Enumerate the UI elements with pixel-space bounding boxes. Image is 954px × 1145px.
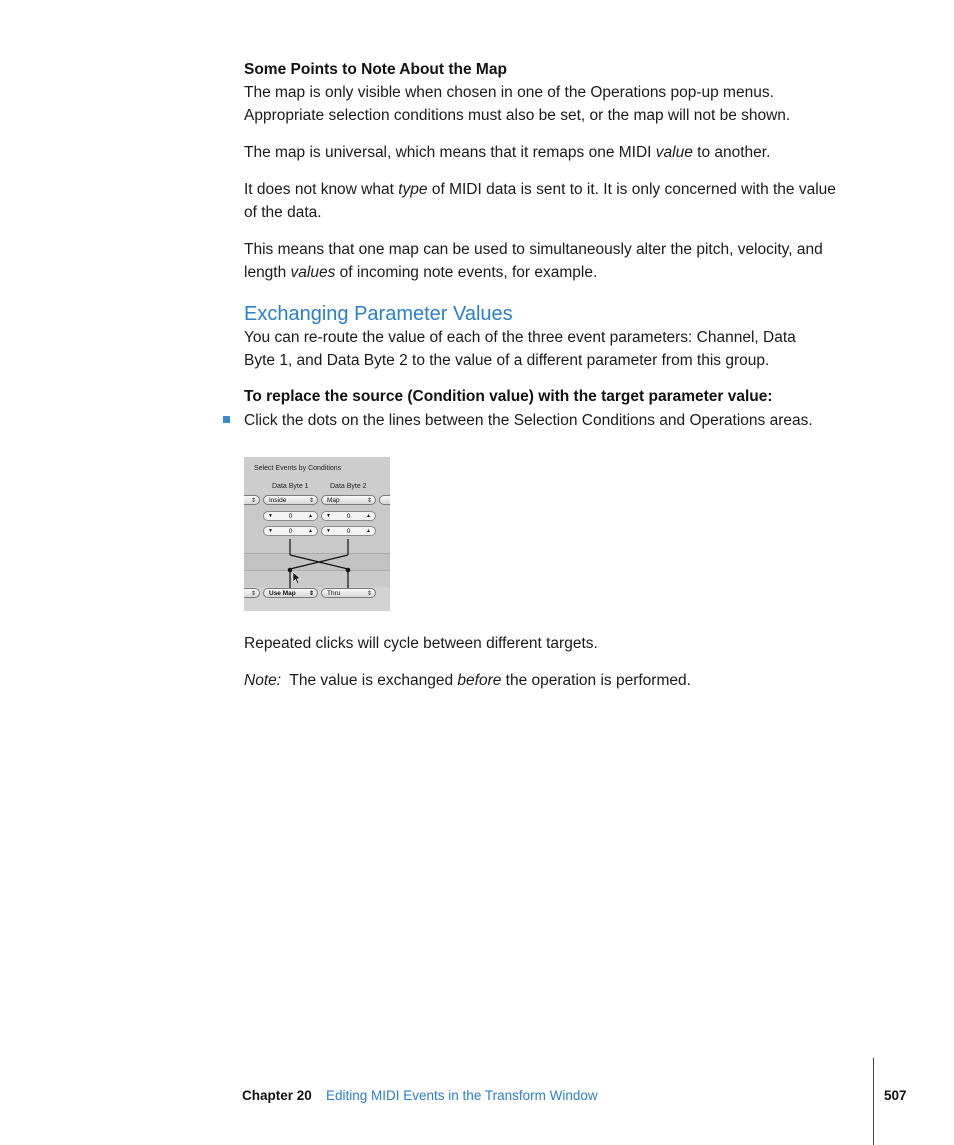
text-run: length: [244, 264, 291, 281]
increment-icon: ▲: [366, 513, 371, 519]
column-label-data-byte-1: Data Byte 1: [272, 483, 309, 490]
paragraph-map-visibility: [244, 81, 790, 127]
emphasis: values: [290, 264, 336, 281]
popup-value: Map: [327, 497, 340, 504]
decrement-icon: ▼: [268, 528, 273, 534]
paragraph-map-universal: [244, 141, 770, 164]
paragraph-repeated-clicks: Repeated clicks will cycle between different targets.: [244, 635, 598, 652]
column-label-data-byte-2: Data Byte 2: [330, 483, 367, 490]
decrement-icon: ▼: [326, 528, 331, 534]
text-line: You can re-route the value of each of the three event parameters: Channel, Data: [244, 329, 796, 346]
page-number: 507: [884, 1088, 907, 1103]
mouse-pointer-icon: [293, 572, 301, 584]
field-value: 0: [288, 528, 293, 535]
text-run: to another.: [692, 144, 771, 161]
text-run: It does not know what: [244, 181, 399, 198]
footer-chapter: Chapter 20: [242, 1088, 312, 1103]
text-run: of incoming note events, for example.: [335, 264, 598, 281]
popup-arrows-icon: ⇕: [250, 591, 256, 597]
note-paragraph: [244, 669, 691, 692]
increment-icon: ▲: [366, 528, 371, 534]
exchange-dot-2[interactable]: [346, 568, 351, 573]
field-value: 0: [288, 513, 293, 520]
field-value: 0: [346, 513, 351, 520]
exchange-dot-1[interactable]: [288, 568, 293, 573]
text-line: This means that one map can be used to simultaneously alter the pitch, velocity, and: [244, 241, 823, 258]
increment-icon: ▲: [308, 513, 313, 519]
emphasis: value: [655, 144, 693, 161]
footer-chapter-title: Editing MIDI Events in the Transform Window: [326, 1088, 598, 1103]
popup-arrows-icon: ⇕: [366, 498, 372, 504]
operation-popup-data-byte-1[interactable]: [263, 588, 318, 598]
popup-arrows-icon: ⇕: [308, 498, 314, 504]
popup-arrows-icon: ⇕: [250, 498, 256, 504]
operation-popup-data-byte-2[interactable]: [321, 588, 376, 598]
paragraph-map-type: [244, 178, 836, 224]
text-run: of MIDI data is sent to it. It is only concerned with the value: [427, 181, 836, 198]
emphasis: type: [398, 181, 428, 198]
emphasis: before: [457, 672, 502, 689]
popup-value: Inside: [269, 497, 287, 504]
field-value: 0: [346, 528, 351, 535]
decrement-icon: ▼: [268, 513, 273, 519]
paragraph-map-usage: [244, 238, 823, 284]
subheading: Some Points to Note About the Map: [244, 61, 507, 78]
note-label: Note:: [244, 672, 282, 689]
footer-divider: [873, 1058, 874, 1145]
text-line: The map is only visible when chosen in one of the Operations pop-up menus.: [244, 84, 774, 101]
increment-icon: ▲: [308, 528, 313, 534]
bullet-square-icon: [223, 416, 230, 423]
screenshot-title: Select Events by Conditions: [254, 465, 342, 472]
popup-arrows-icon: ⇕: [308, 591, 314, 597]
paragraph-exchange-intro: [244, 326, 796, 372]
operation-popup-partial[interactable]: [244, 588, 260, 598]
popup-value: Use Map: [269, 590, 296, 597]
popup-arrows-icon: ⇕: [366, 591, 372, 597]
popup-value: Thru: [327, 590, 341, 597]
text-line: Byte 1, and Data Byte 2 to the value of a different parameter from this group.: [244, 352, 770, 369]
text-line: Appropriate selection conditions must also be set, or the map will not be shown.: [244, 107, 791, 124]
decrement-icon: ▼: [326, 513, 331, 519]
transform-window-screenshot: [244, 457, 390, 611]
bullet-item: Click the dots on the lines between the Selection Conditions and Operations areas.: [244, 412, 813, 429]
section-heading: Exchanging Parameter Values: [244, 303, 513, 325]
text-line: of the data.: [244, 204, 322, 221]
text-run: The value is exchanged: [281, 672, 458, 689]
text-run: the operation is performed.: [501, 672, 691, 689]
task-heading: To replace the source (Condition value) with the target parameter value:: [244, 388, 773, 405]
text-run: The map is universal, which means that it remaps one MIDI: [244, 144, 656, 161]
